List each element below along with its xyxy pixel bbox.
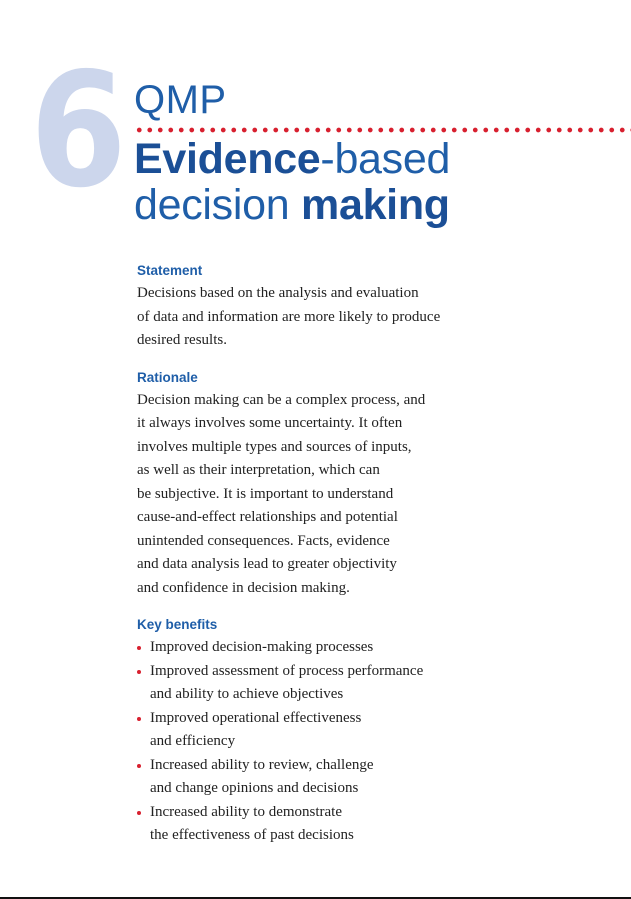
key-benefits-list	[137, 636, 437, 848]
title-line-2	[134, 182, 450, 228]
list-item-text: Improved operational effectiveness	[150, 709, 362, 726]
list-item-text: Increased ability to demonstrate	[150, 803, 343, 820]
rationale-heading: Rationale	[137, 369, 198, 385]
list-item-text: and ability to achieve objectives	[150, 686, 344, 702]
list-item	[137, 636, 437, 660]
text-line: cause-and-effect relationships and potential	[137, 509, 398, 525]
text-line: as well as their interpretation, which can	[137, 462, 380, 478]
text-line: of data and information are more likely to produce	[137, 308, 441, 325]
text-line: and data analysis lead to greater objectivity	[137, 556, 397, 572]
rationale-section	[137, 368, 437, 601]
bullet-icon	[137, 811, 141, 815]
bullet-icon	[137, 670, 141, 674]
title-line-1	[134, 136, 450, 182]
text-line: Decision making can be a complex process, and	[137, 391, 426, 408]
list-item	[137, 801, 437, 848]
list-item-text: the effectiveness of past decisions	[150, 827, 354, 843]
bullet-icon	[137, 764, 141, 768]
text-line: be subjective. It is important to understand	[137, 485, 394, 502]
text-line: it always involves some uncertainty. It often	[137, 415, 403, 431]
list-item	[137, 660, 437, 707]
title-word-making: making	[301, 181, 450, 229]
list-item-text: and efficiency	[150, 733, 236, 749]
statement-text	[137, 282, 441, 353]
statement-heading: Statement	[137, 263, 203, 278]
dotted-divider	[134, 126, 631, 134]
qmp-label: QMP	[134, 78, 227, 122]
text-line: and confidence in decision making.	[137, 579, 350, 596]
statement-section	[137, 261, 441, 353]
text-line: desired results.	[137, 332, 227, 348]
rationale-text	[137, 389, 437, 601]
key-benefits-heading: Key benefits	[137, 617, 218, 632]
list-item	[137, 707, 437, 754]
title-word-evidence: Evidence	[134, 135, 321, 183]
list-item-text: Improved assessment of process performance	[150, 662, 424, 679]
title-word-decision: decision	[134, 181, 302, 229]
list-item-text: Improved decision-making processes	[150, 639, 374, 655]
text-line: unintended consequences. Facts, evidence	[137, 532, 390, 549]
bullet-icon	[137, 717, 141, 721]
text-line: Decisions based on the analysis and evaluation	[137, 285, 419, 301]
page-title	[134, 136, 450, 228]
list-item-text: Increased ability to review, challenge	[150, 756, 374, 773]
text-line: involves multiple types and sources of inputs,	[137, 438, 412, 455]
bullet-icon	[137, 646, 141, 650]
chapter-number: 6	[30, 39, 124, 223]
key-benefits-section	[137, 615, 437, 848]
list-item	[137, 754, 437, 801]
title-word-based: -based	[320, 135, 451, 183]
list-item-text: and change opinions and decisions	[150, 780, 359, 796]
main-content	[137, 261, 441, 863]
